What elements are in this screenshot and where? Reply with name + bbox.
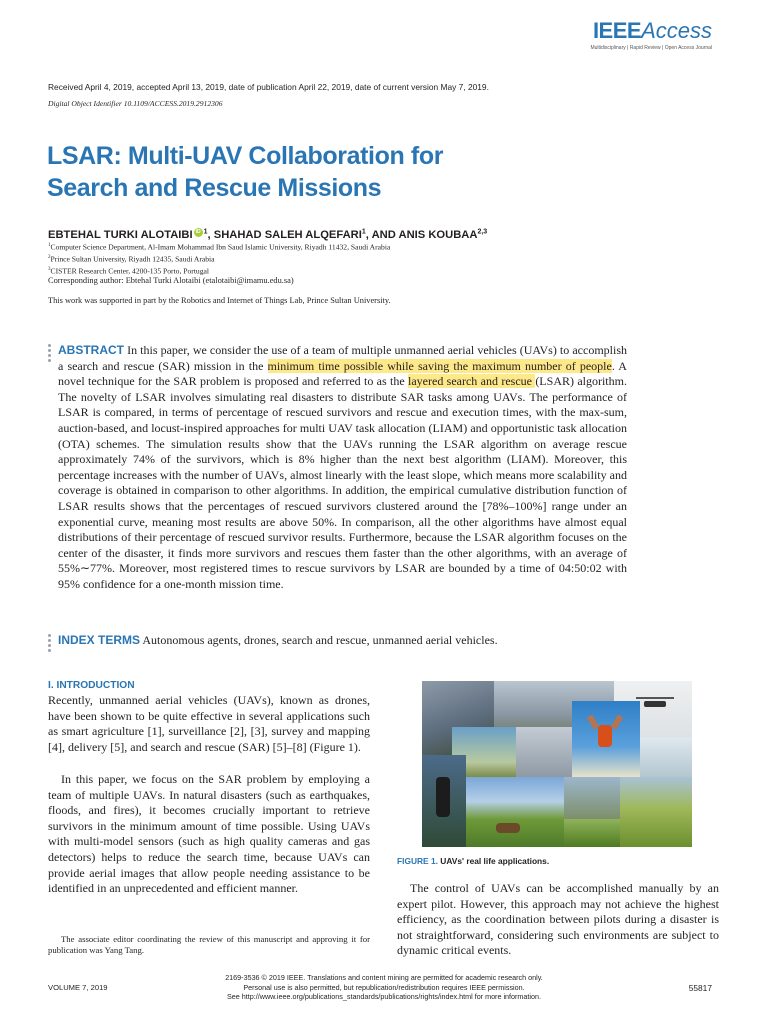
footer-volume: VOLUME 7, 2019 bbox=[48, 983, 108, 992]
affiliation-1 bbox=[48, 241, 390, 253]
author-1: EBTEHAL TURKI ALOTAIBI bbox=[48, 229, 193, 241]
footer-line-3[interactable]: See http://www.ieee.org/publications_standards/publications/rights/index.html for more information. bbox=[226, 992, 542, 1002]
author-3-sup: 2,3 bbox=[477, 228, 488, 236]
abstract-text-2: . A novel technique for the SAR problem is proposed and referred to as the bbox=[58, 358, 627, 389]
abstract-heading: ABSTRACT bbox=[58, 343, 124, 357]
affiliation-2-text: Prince Sultan University, Riyadh 12435, Saudi Arabia bbox=[50, 254, 215, 264]
index-terms-dots-icon bbox=[48, 634, 51, 652]
author-list bbox=[48, 228, 487, 241]
photo-farmland bbox=[620, 777, 692, 847]
index-terms bbox=[58, 633, 627, 649]
abstract-highlight-1: minimum time possible while saving the maximum number of people bbox=[267, 358, 612, 373]
received-dates: Received April 4, 2019, accepted April 13, 2019, date of publication April 22, 2019, date of current version May 7, 2019. bbox=[48, 82, 489, 92]
photo-mountain bbox=[564, 777, 620, 819]
photo-man-celebrating bbox=[572, 701, 640, 777]
figure-1-label: FIGURE 1. bbox=[397, 856, 438, 866]
figure-1-image bbox=[422, 681, 692, 847]
funding-note: This work was supported in part by the Robotics and Internet of Things Lab, Prince Sultan University. bbox=[48, 296, 391, 305]
affiliation-2 bbox=[48, 253, 390, 265]
affiliation-3 bbox=[48, 265, 390, 277]
title-line-2: Search and Rescue Missions bbox=[47, 174, 382, 202]
affiliation-3-text: CISTER Research Center, 4200-135 Porto, Portugal bbox=[50, 266, 210, 276]
right-column-paragraph: The control of UAVs can be accomplished manually by an expert pilot. However, this approach may not achieve the highest efficiency, as the coordination between pilots during a disaster is not straightforward, considering such environments are subject to dynamic critical events. bbox=[397, 881, 719, 958]
figure-1-caption bbox=[397, 856, 549, 866]
photo-green-field bbox=[564, 819, 620, 847]
orcid-icon[interactable] bbox=[194, 228, 203, 237]
photo-field-rescue bbox=[466, 777, 564, 847]
abstract-text-1: In this paper, we consider the use of a team of multiple unmanned aerial vehicles (UAVs) to accomplish a search and rescue (SAR) mission in the bbox=[58, 343, 627, 373]
corresponding-author: Corresponding author: Ebtehal Turki Alotaibi (etalotaibi@imamu.edu.sa) bbox=[48, 276, 294, 285]
intro-paragraph-2: In this paper, we focus on the SAR problem by employing a team of multiple UAVs. In natural disasters (such as earthquakes, floods, and fires), it becomes crucially important to retrieve survivors in the minimum amount of time possible. Using UAVs with multi-model sensors (such as high quality cameras and gas detectors) helps to reduce the search time, because UAVs can provide aerial images that allow people needing assistance to be identified in an unprecedented and efficient manner. bbox=[48, 772, 370, 896]
author-2-sup: 1 bbox=[361, 228, 366, 236]
page-number: 55817 bbox=[688, 983, 712, 993]
footnote-editor: The associate editor coordinating the review of this manuscript and approving it for publication was Yang Tang. bbox=[48, 934, 370, 955]
abstract bbox=[58, 343, 627, 593]
footer-line-1: 2169-3536 © 2019 IEEE. Translations and content mining are permitted for academic research only. bbox=[225, 973, 543, 982]
figure-1-caption-text: UAVs' real life applications. bbox=[437, 856, 550, 866]
footer-line-2: Personal use is also permitted, but republication/redistribution requires IEEE permission. bbox=[243, 982, 525, 992]
abstract-highlight-2: layered search and rescue bbox=[408, 374, 536, 389]
paper-title bbox=[47, 140, 443, 204]
affiliations bbox=[48, 241, 390, 276]
author-2: , SHAHAD SALEH ALQEFARI bbox=[207, 229, 362, 241]
intro-paragraph-1: Recently, unmanned aerial vehicles (UAVs), known as drones, have been shown to be quite effective in several applications such as smart agriculture [1], surveillance [2], [3], survey and mapping [4], delivery [5], and search and rescue (SAR) [5]–[8] (Figure 1). bbox=[48, 693, 370, 754]
index-terms-heading: INDEX TERMS bbox=[58, 633, 141, 647]
doi: Digital Object Identifier 10.1109/ACCESS.2019.2912306 bbox=[48, 99, 223, 108]
affiliation-1-sup: 1 bbox=[48, 243, 51, 248]
section-heading-introduction: I. INTRODUCTION bbox=[48, 680, 135, 691]
abstract-dots-icon bbox=[48, 344, 51, 362]
affiliation-1-text: Computer Science Department, Al-Imam Mohammad Ibn Saud Islamic University, Riyadh 11432, Saudi Arabia bbox=[50, 242, 391, 252]
index-terms-text: Autonomous agents, drones, search and rescue, unmanned aerial vehicles. bbox=[140, 633, 498, 647]
abstract-text-3: (LSAR) algorithm. The novelty of LSAR involves simulating real disasters to distribute SAR tasks among UAVs. The performance of LSAR is compared, in terms of percentage of rescued survivors and rescue and execution times, with the max-sum, auction-based, and locust-inspired approaches for multi UAV task allocation (LIAM) and opportunistic task allocation (OTA) schemes. The simulation results show that the UAVs running the LSAR algorithm on average rescue approximately 74% of the survivors, which is 8% higher than the next best algorithm (LIAM). Moreover, this percentage increases with the number of UAVs, almost linearly with the least slope, which means more scalability and coverage is obtained in comparison to other algorithms. In addition, the empirical cumulative distribution function of LSAR results shows that the percentages of rescued survivors clustered around the [78%–100%] range under an exponential curve, meaning most results are above 50%. In comparison, all the other algorithms have almost equal distributions of their percentage of rescued survivor results. Furthermore, because the LSAR algorithm focuses on the center of the disaster, it finds more survivors and rescues them faster than the other algorithms, with an average of 55%∼77%. Moreover, most registered times to rescue survivors by LSAR are bounded by a time of 04:50:02 with 95% confidence for a one-month mission time. bbox=[58, 374, 627, 591]
journal-logo bbox=[593, 18, 712, 44]
logo-access: Access bbox=[641, 18, 712, 43]
logo-tagline: Multidisciplinary | Rapid Review | Open Access Journal bbox=[590, 45, 712, 51]
title-line-1: LSAR: Multi-UAV Collaboration for bbox=[47, 142, 444, 170]
footer-copyright bbox=[0, 973, 768, 1002]
orcid-text: iD bbox=[195, 229, 201, 235]
photo-operator bbox=[422, 755, 466, 847]
author-1-sup: 1 bbox=[203, 228, 208, 236]
photo-drone-flight bbox=[640, 737, 692, 777]
affiliation-2-sup: 2 bbox=[48, 254, 51, 260]
logo-ieee: IEEE bbox=[592, 18, 642, 43]
author-3: , AND ANIS KOUBAA bbox=[365, 229, 478, 241]
affiliation-3-sup: 3 bbox=[48, 266, 51, 272]
photo-drones-sky bbox=[516, 727, 572, 777]
